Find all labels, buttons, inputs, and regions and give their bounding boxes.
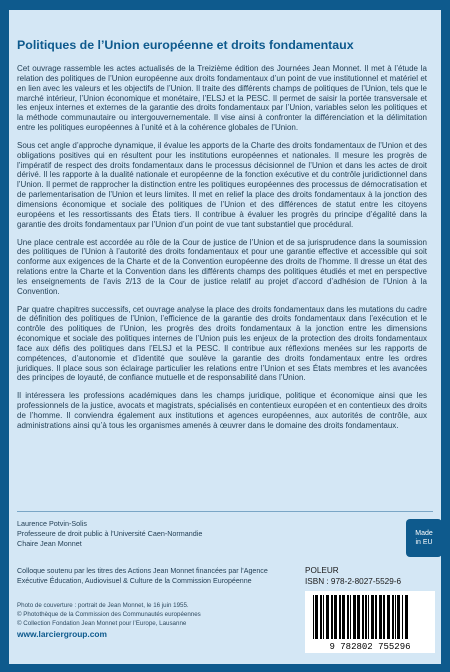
credit-line: © Collection Fondation Jean Monnet pour l’Europe, Lausanne <box>17 620 187 627</box>
paragraph: Cet ouvrage rassemble les actes actualisés de la Treizième édition des Journées Jean Monnet. Il met à l’étude la relation des politiques de l’Union européenne aux droits fondamentaux d’un point de vue institutionnel et matériel et en lien avec les valeurs et les objectifs de l’Union. Il traite des différents champs de politiques de l’Union, tels que le marché intérieur, l’Union économique et monétaire, l’ELSJ et la PESC. Il permet de saisir la portée transversale et les enjeux internes et externes de la garantie des droits fondamentaux par l’Union, variables selon les politiques et la méthode communautaire ou intergouvernementale. Il vise ainsi à confronter la différenciation et la délimitation entre les politiques européennes à l’unité et à la cohérence globales de l’Union. <box>17 64 427 133</box>
barcode-bar <box>383 595 385 639</box>
isbn-number: ISBN : 978-2-8027-5529-6 <box>305 577 402 586</box>
barcode-digits: 9 782802 755296 <box>329 642 411 652</box>
barcode-bar <box>365 595 367 639</box>
badge-line: Made <box>415 530 433 537</box>
paragraph: Sous cet angle d’approche dynamique, il évalue les apports de la Charte des droits fondamentaux de l’Union et des obligations positives qui en résultent pour les institutions européennes et nationales. Il mesure les progrès de l’impératif de respect des droits fondamentaux dans le processus décisionnel de l’Union et dans les actes de droit dérivé. Il les rapporte à la dualité nationale et européenne de la fonction exécutive et du contrôle juridictionnel dans l’Union. Il permet de rapprocher la distinction entre les politiques européennes des processus de démocratisation et de parlementarisation de l’Union et leurs limites. Il met en relief la place des droits fondamentaux à la jonction des dimensions économique et sociale des politiques de l’Union et des différences de statut entre les citoyens européens et les ressortissants des États tiers. Il contribue à évaluer les progrès du principe d’égalité dans la garantie des droits fondamentaux par l’Union d’un point de vue tant substantiel que procédural. <box>17 140 427 229</box>
barcode-bar <box>326 595 329 639</box>
barcode-bar <box>350 595 351 639</box>
paragraph: Par quatre chapitres successifs, cet ouvrage analyse la place des droits fondamentaux dans les mutations du cadre de définition des politiques de l’Union, l’efficience de la garantie des droits fondamentaux dans l’exécution et le contrôle des politiques de l’Union, les progrès des droits fondamentaux à la jonction entre les dimensions économique et sociale des politiques internes de l’Union puis les enjeux de la protection des droits fondamentaux face aux défis des politiques dans l’ELSJ et la PESC. Il contribue aux réflexions menées sur les rapports de compétences, d’autonomie et d’identité que soulève la garantie des droits fondamentaux entre les ordres juridiques. Il place sous son éclairage particulier les relations entre l’Union et ses États membres et les avancées des principes de loyauté, de confiance mutuelle et de responsabilité dans l’Union. <box>17 304 427 383</box>
barcode-bar <box>392 595 394 639</box>
barcode-bar <box>315 595 318 639</box>
credit-line: © Photothèque de la Commission des Communautés européennes <box>17 611 201 618</box>
barcode-bar <box>342 595 345 639</box>
barcode-bar <box>331 595 333 639</box>
barcode-bar <box>353 595 356 639</box>
publisher-website: www.larciergroup.com <box>17 629 107 639</box>
barcode-bar <box>371 595 374 639</box>
barcode-bar <box>347 595 349 639</box>
divider <box>17 511 433 512</box>
author-name: Laurence Potvin-Solis <box>17 519 87 528</box>
book-title: Politiques de l’Union européenne et droits fondamentaux <box>17 38 354 52</box>
barcode-bar <box>313 595 314 639</box>
barcode-bar <box>405 595 408 639</box>
barcode-bar <box>323 595 324 639</box>
barcode-bar <box>320 595 322 639</box>
barcode-bar <box>357 595 360 639</box>
author-chair: Chaire Jean Monnet <box>17 539 82 548</box>
program-note-line: Colloque soutenu par les titres des Actions Jean Monnet financées par l’Agence <box>17 567 268 575</box>
barcode <box>305 591 435 653</box>
summary-text <box>17 64 427 439</box>
barcode-bar <box>397 595 400 639</box>
barcode-bar <box>402 595 403 639</box>
paragraph: Une place centrale est accordée au rôle de la Cour de justice de l’Union et de sa jurisprudence dans la soumission des politiques de l’Union à l’autorité des droits fondamentaux et pour une garantie effective et accessible qui soit conforme aux exigences de la Charte et de la Convention européenne des droits de l’homme. Il dresse un état des relations entre la Charte et la Convention dans les différents champs des politiques étudiés et met en perspective les enseignements de l’avis 2/13 de la Cour de justice relatif au projet d’accord d’adhésion de l’Union à la Convention. <box>17 237 427 296</box>
author-role: Professeure de droit public à l’Université Caen-Normandie <box>17 529 203 538</box>
barcode-bar <box>375 595 377 639</box>
barcode-bar <box>379 595 382 639</box>
barcode-bar <box>395 595 396 639</box>
barcode-bar <box>339 595 341 639</box>
program-note-line: Exécutive Éducation, Audiovisuel & Culture de la Commission Européenne <box>17 577 252 585</box>
barcode-graphic <box>305 591 435 653</box>
badge-line: in EU <box>415 539 433 546</box>
barcode-bar <box>334 595 337 639</box>
photo-credits <box>17 601 297 628</box>
made-in-eu-badge <box>406 519 442 557</box>
paragraph: Il intéressera les professions académiques dans les champs juridique, politique et économique ainsi que les professionnels de la justice, avocats et magistrats, spécialisés en contentieux européen et en contentieux des droits de l’homme. Il conviendra également aux institutions et agences européennes, aux autorités de contrôle, aux administrations ainsi qu’à tous les organismes amenés à œuvrer dans le domaine des droits fondamentaux. <box>17 391 428 430</box>
program-note <box>17 566 297 586</box>
barcode-bar <box>368 595 369 639</box>
barcode-bar <box>387 595 390 639</box>
author-block <box>17 519 297 549</box>
barcode-bar <box>362 595 364 639</box>
product-code: POLEUR <box>305 566 339 575</box>
isbn-block <box>305 565 435 587</box>
credit-line: Photo de couverture : portrait de Jean Monnet, le 16 juin 1955. <box>17 602 189 609</box>
